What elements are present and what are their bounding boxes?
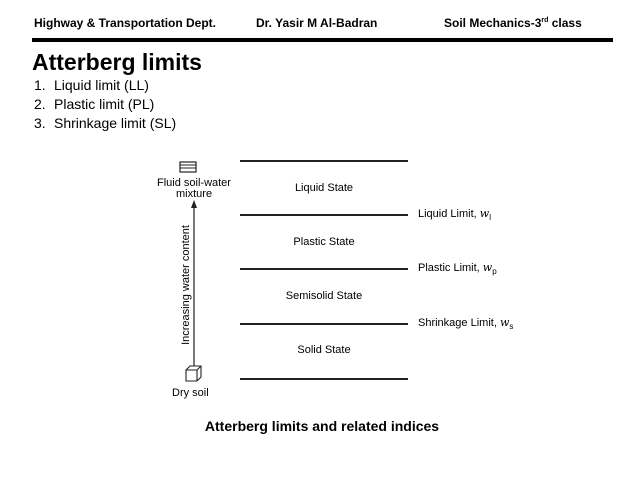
header-dept: Highway & Transportation Dept. <box>34 16 217 30</box>
figure-caption: Atterberg limits and related indices <box>204 418 440 434</box>
fluid-container-icon <box>178 160 198 174</box>
fluid-label: Fluid soil-water <box>157 177 231 189</box>
header-rule <box>32 38 613 42</box>
liquid-limit-label: Liquid Limit, $w_l$ <box>418 207 491 223</box>
boundary-line <box>240 214 408 216</box>
axis-label: Increasing water content <box>180 225 192 345</box>
state-liquid: Liquid State <box>294 182 354 194</box>
boundary-line <box>240 160 408 162</box>
dry-soil-label: Dry soil <box>172 387 209 399</box>
header-course: Soil Mechanics-3rd class <box>444 16 582 30</box>
boundary-line <box>240 378 408 380</box>
state-plastic: Plastic State <box>293 236 355 248</box>
boundary-line <box>240 268 408 270</box>
shrinkage-limit-label: Shrinkage Limit, $w_s$ <box>418 316 514 332</box>
list-item: 1. Liquid limit (LL) <box>34 77 149 93</box>
header-author: Dr. Yasir M Al-Badran <box>256 16 378 30</box>
fluid-label-2: mixture <box>176 188 213 200</box>
state-semisolid: Semisolid State <box>285 290 363 302</box>
state-solid: Solid State <box>297 344 351 356</box>
list-item: 2. Plastic limit (PL) <box>34 96 155 112</box>
plastic-limit-label: Plastic Limit, $w_p$ <box>418 261 497 277</box>
page-title: Atterberg limits <box>32 49 202 75</box>
cube-icon <box>185 365 203 382</box>
list-item: 3. Shrinkage limit (SL) <box>34 115 177 131</box>
boundary-line <box>240 323 408 325</box>
